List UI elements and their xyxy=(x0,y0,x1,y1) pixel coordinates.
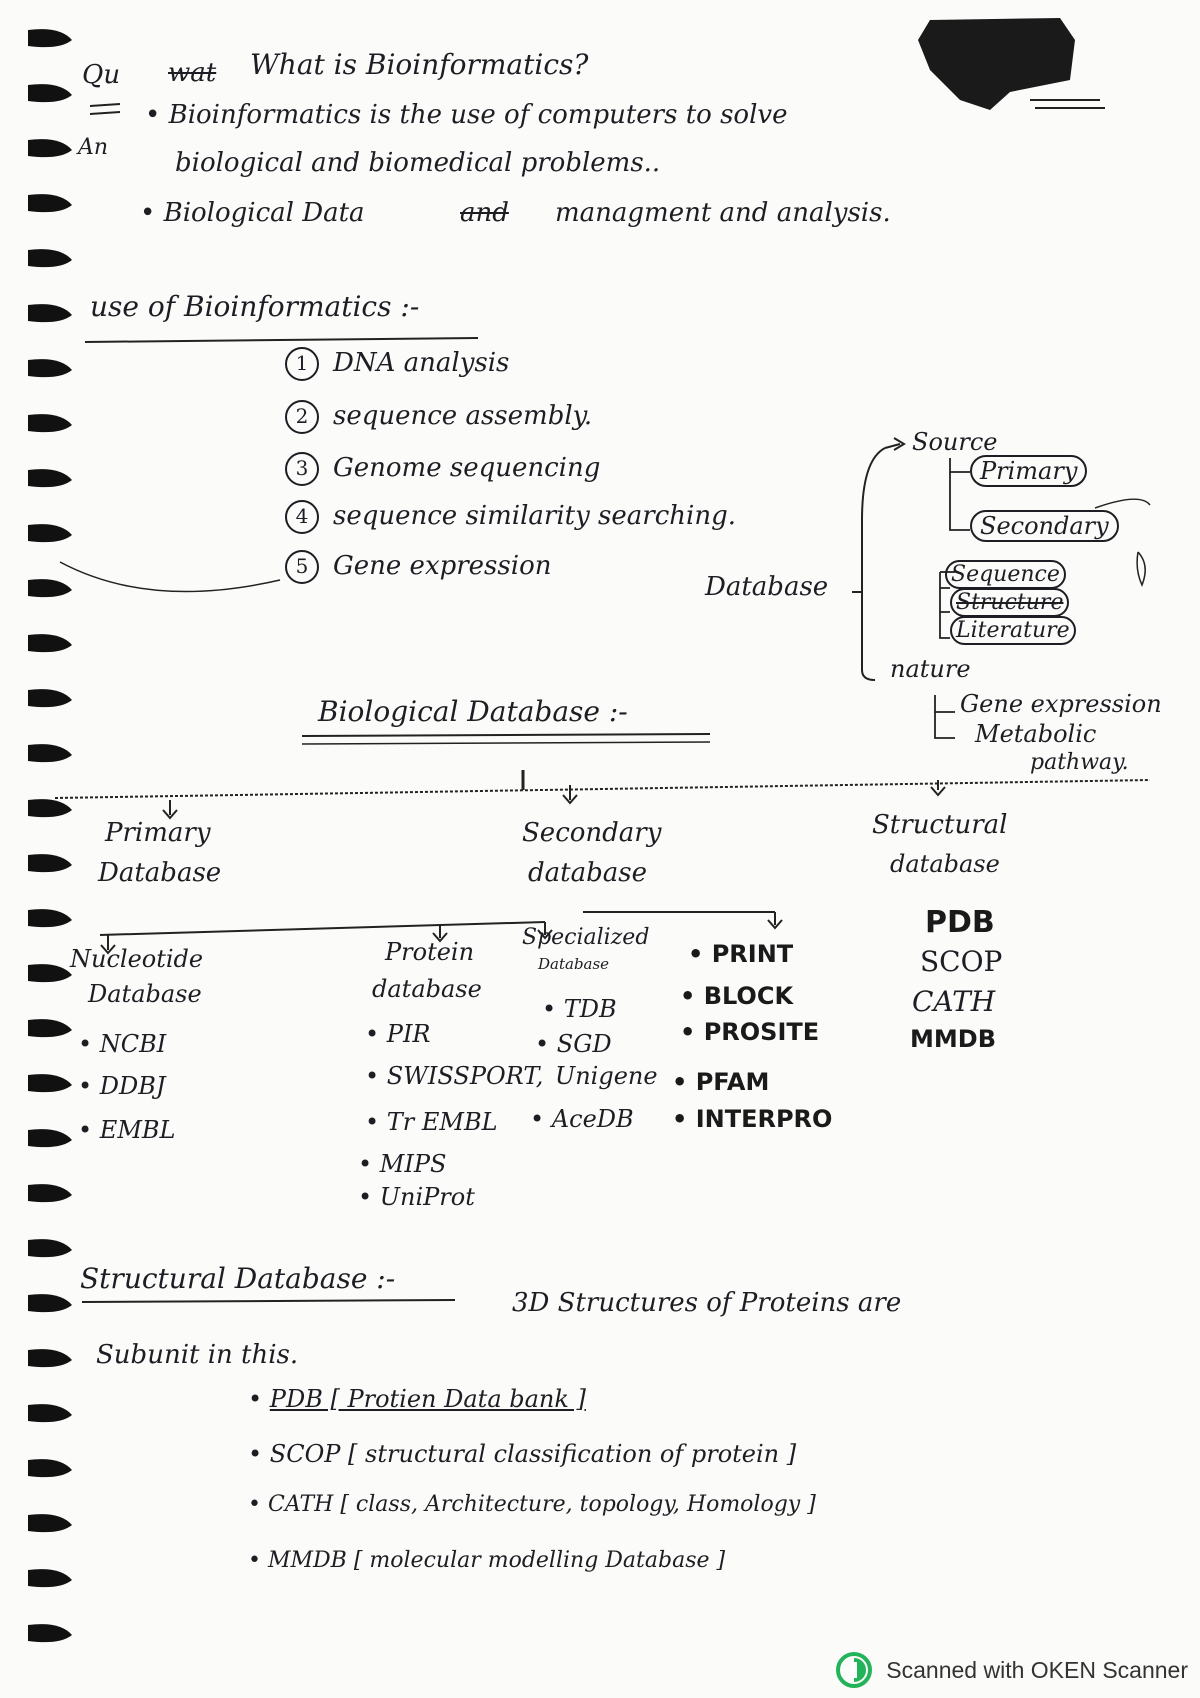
branch-structural-line1: Structural xyxy=(872,810,1008,840)
nucleotide-item: • DDBJ xyxy=(78,1072,166,1100)
tree-metabolic: Metabolic xyxy=(975,720,1097,748)
connector-curve xyxy=(60,562,280,592)
tree-gene-expression: Gene expression xyxy=(960,690,1162,718)
structural-section-item: • PDB [ Protien Data bank ] xyxy=(248,1385,586,1413)
question-prefix: Qu xyxy=(82,60,121,90)
nucleotide-item: • NCBI xyxy=(78,1030,167,1058)
structural-section-item: • MMDB [ molecular modelling Database ] xyxy=(248,1548,726,1573)
question-title: What is Bioinformatics? xyxy=(250,48,589,81)
protein-item: • UniProt xyxy=(358,1183,475,1211)
answer-line-2: biological and biomedical problems.. xyxy=(175,148,661,178)
branch-primary-line2: Database xyxy=(98,858,222,888)
structural-section-item: • CATH [ class, Architecture, topology, Homology ] xyxy=(248,1492,816,1517)
specialized-item: Unigene xyxy=(555,1062,658,1090)
structural-heading: Structural Database :- xyxy=(80,1262,396,1295)
structural-item: SCOP xyxy=(920,945,1003,978)
protein-item: • PIR xyxy=(365,1020,431,1048)
scanner-text: Scanned with OKEN Scanner xyxy=(886,1656,1188,1683)
secondary-item: • PFAM xyxy=(672,1068,770,1096)
structural-underline xyxy=(82,1300,455,1302)
struck-word: wat xyxy=(168,58,217,88)
branch-primary-line1: Primary xyxy=(105,818,211,848)
nucleotide-title-2: Database xyxy=(88,980,202,1008)
uses-item: 3 Genome sequencing xyxy=(285,452,600,486)
answer-line-1: • Bioinformatics is the use of computers to solve xyxy=(145,100,788,130)
structural-intro-a: 3D Structures of Proteins are xyxy=(512,1288,902,1318)
uses-item: 2 sequence assembly. xyxy=(285,400,592,434)
tree-root-database: Database xyxy=(705,572,829,602)
answer-line-3a: • Biological Data xyxy=(140,198,365,228)
answer-prefix: An xyxy=(78,135,109,160)
protein-item: • SWISSPORT, xyxy=(365,1062,544,1090)
structural-item: CATH xyxy=(912,985,996,1018)
uses-item: 5 Gene expression xyxy=(285,550,551,584)
oken-scanner-logo-icon xyxy=(834,1650,874,1690)
answer-line-3b: managment and analysis. xyxy=(555,198,891,228)
secondary-item: • PROSITE xyxy=(680,1018,820,1046)
specialized-title-1: Specialized xyxy=(522,925,650,950)
nucleotide-title-1: Nucleotide xyxy=(70,945,204,973)
biodb-heading: Biological Database :- xyxy=(318,695,628,728)
uses-underline xyxy=(85,338,478,342)
uses-heading: use of Bioinformatics :- xyxy=(90,290,420,323)
tree-source: Source xyxy=(912,428,998,456)
answer-line-3-struck: and xyxy=(460,198,509,228)
tree-nature: nature xyxy=(890,655,971,683)
branch-structural-line2: database xyxy=(890,850,1000,878)
specialized-item: • AceDB xyxy=(530,1105,634,1133)
secondary-item: • INTERPRO xyxy=(672,1105,833,1133)
secondary-item: • BLOCK xyxy=(680,982,794,1010)
structural-intro-b: Subunit in this. xyxy=(96,1340,299,1370)
tree-pathway: pathway. xyxy=(1030,750,1129,775)
ink-blot xyxy=(918,18,1075,110)
specialized-item: • TDB xyxy=(542,995,617,1023)
tree-secondary: Secondary xyxy=(970,510,1119,542)
tree-sequence: Sequence xyxy=(945,560,1066,589)
biodb-underline-1 xyxy=(302,734,710,736)
nucleotide-item: • EMBL xyxy=(78,1116,176,1144)
protein-title-1: Protein xyxy=(385,938,475,966)
specialized-item: • SGD xyxy=(535,1030,612,1058)
protein-item: • MIPS xyxy=(358,1150,447,1178)
tree-horizontal-rule xyxy=(55,780,1150,798)
specialized-title-2: Database xyxy=(538,955,610,973)
database-bracket xyxy=(862,448,885,680)
tree-primary: Primary xyxy=(970,455,1087,487)
protein-title-2: database xyxy=(372,975,482,1003)
uses-item: 4 sequence similarity searching. xyxy=(285,500,736,534)
branch-secondary-line2: database xyxy=(528,858,647,888)
structural-item: MMDB xyxy=(910,1025,996,1053)
structural-section-item: • SCOP [ structural classification of protein ] xyxy=(248,1440,797,1468)
structural-item: PDB xyxy=(925,905,995,940)
tree-literature: Literature xyxy=(950,616,1076,645)
tree-structure: Structure xyxy=(950,588,1069,617)
secondary-item: • PRINT xyxy=(688,940,794,968)
scanner-watermark xyxy=(834,1650,1188,1690)
branch-secondary-line1: Secondary xyxy=(522,818,662,848)
uses-item: 1 DNA analysis xyxy=(285,347,509,381)
protein-item: • Tr EMBL xyxy=(365,1108,498,1136)
biodb-underline-2 xyxy=(302,742,710,744)
